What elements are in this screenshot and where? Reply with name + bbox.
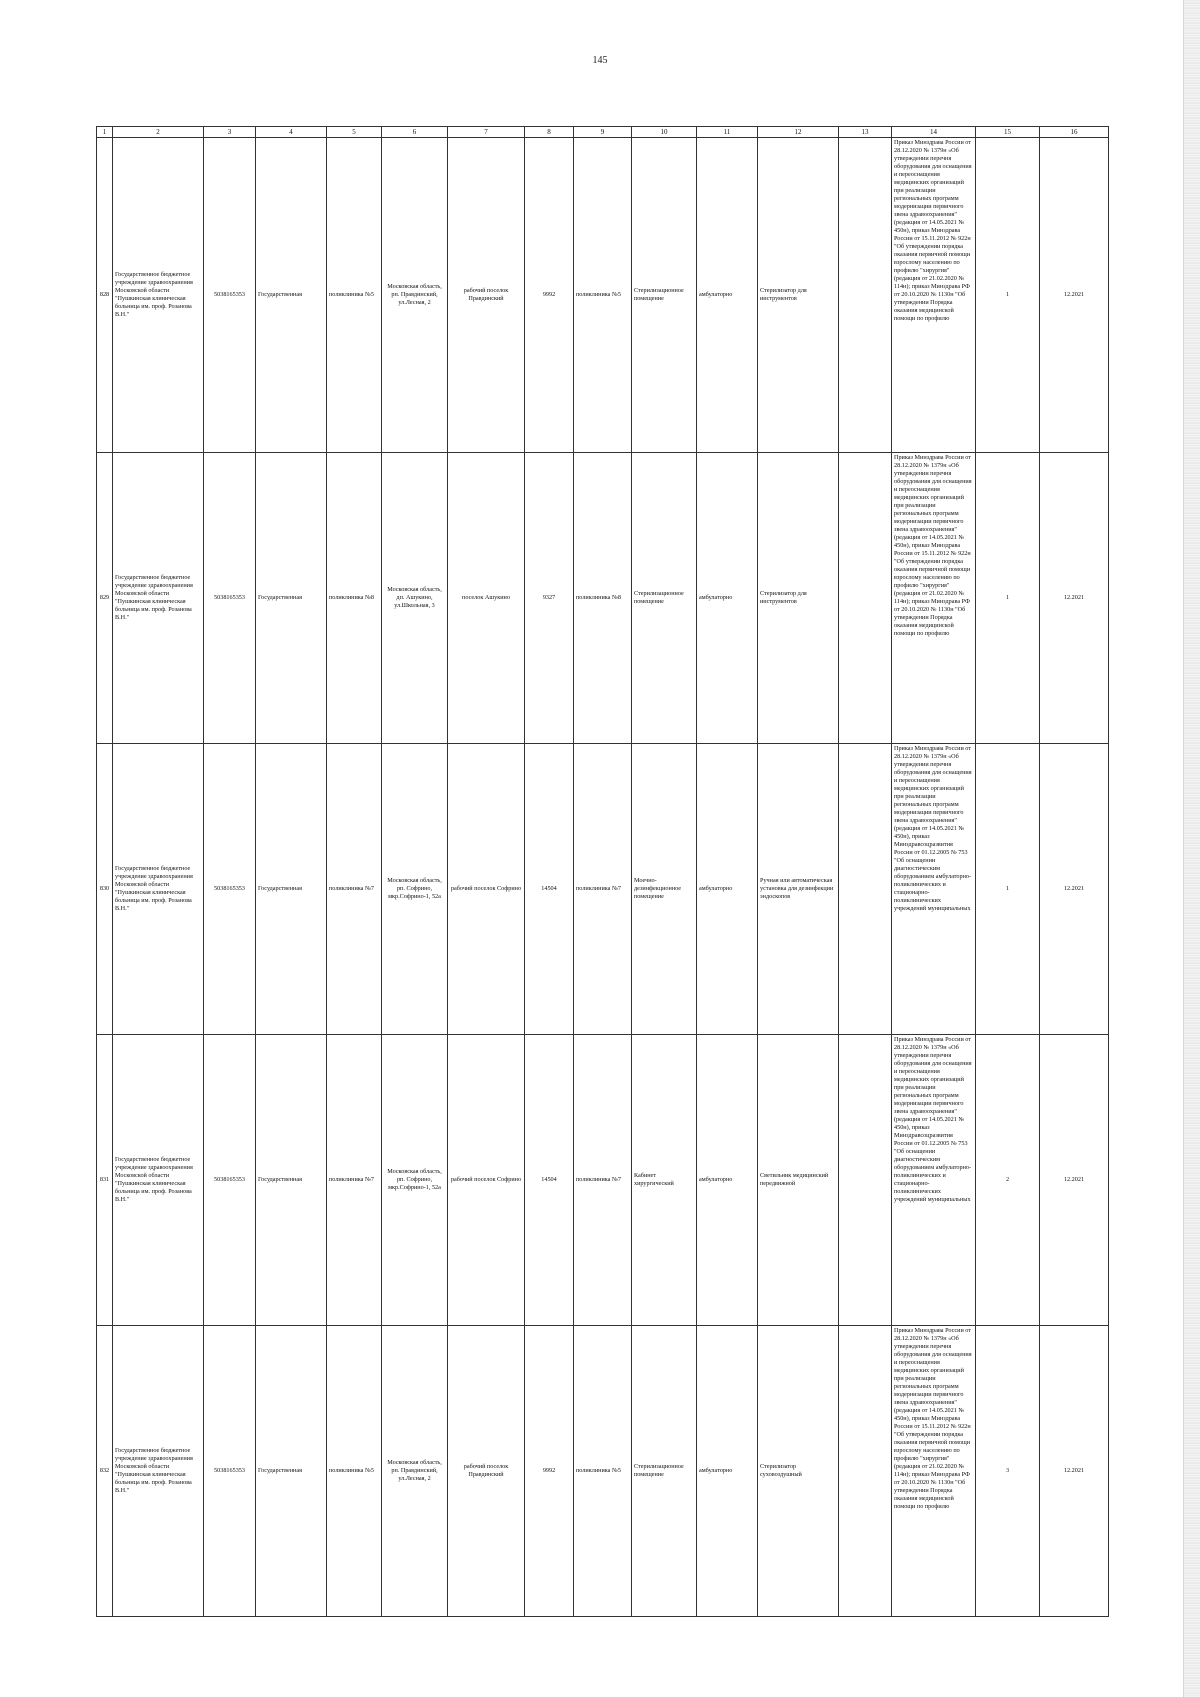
population: 14504	[525, 1035, 574, 1326]
ownership-form: Государственная	[256, 744, 327, 1035]
equipment-name: Стерилизатор для инструментов	[758, 138, 839, 453]
equipment-registry-table	[96, 126, 1109, 1617]
department: поликлиника №5	[574, 1326, 632, 1617]
address: Московская область, дп. Ашукино, ул.Школьная, 3	[382, 453, 448, 744]
delivery-date: 12.2021	[1040, 1326, 1109, 1617]
care-type: амбулаторно	[697, 1326, 758, 1617]
quantity: 1	[976, 138, 1040, 453]
address: Московская область, рп. Софрино, мкр.Софрино-1, 52а	[382, 744, 448, 1035]
delivery-date: 12.2021	[1040, 744, 1109, 1035]
structural-unit: поликлиника №8	[327, 453, 382, 744]
scan-edge	[1183, 0, 1200, 1697]
quantity: 1	[976, 453, 1040, 744]
organization-name: Государственное бюджетное учреждение здравоохранения Московской области "Пушкинская клиническая больница им. проф. Розанова В.Н."	[113, 1035, 204, 1326]
legal-basis-text: Приказ Минздрава России от 28.12.2020 № 1379н «Об утверждении перечня оборудования для оснащения и переоснащения медицинских организаций при реализации региональных программ модернизации первичного звена здравоохранения"(редакция от 14.05.2021 № 450н), приказ Минздравсоцразвития России от 01.12.2005 № 753 "Об оснащении диагностическим оборудованием амбулаторно-поликлинических и стационарно-поликлинических учреждений муниципальных	[894, 745, 972, 912]
care-type: амбулаторно	[697, 1035, 758, 1326]
legal-basis-text: Приказ Минздрава России от 28.12.2020 № 1379н «Об утверждении перечня оборудования для оснащения и переоснащения медицинских организаций при реализации региональных программ модернизации первичного звена здравоохранения"(редакция от 14.05.2021 № 450н), приказ Минздравсоцразвития России от 01.12.2005 № 753 "Об оснащении диагностическим оборудованием амбулаторно-поликлинических и стационарно-поликлинических учреждений муниципальных	[894, 1036, 972, 1203]
settlement: рабочий поселок Правдинский	[448, 1326, 525, 1617]
row-number: 830	[97, 744, 113, 1035]
ownership-form: Государственная	[256, 1326, 327, 1617]
equipment-name: Стерилизатор суховоздушный	[758, 1326, 839, 1617]
ownership-form: Государственная	[256, 138, 327, 453]
organization-name: Государственное бюджетное учреждение здравоохранения Московской области "Пушкинская клиническая больница им. проф. Розанова В.Н."	[113, 1326, 204, 1617]
settlement: рабочий поселок Правдинский	[448, 138, 525, 453]
ownership-form: Государственная	[256, 1035, 327, 1326]
delivery-date: 12.2021	[1040, 453, 1109, 744]
population: 9327	[525, 453, 574, 744]
column-header: 9	[574, 127, 632, 138]
room: Стерилизационное помещение	[632, 138, 697, 453]
equipment-name: Светильник медицинский передвижной	[758, 1035, 839, 1326]
inn: 5038165353	[204, 744, 256, 1035]
table-row	[97, 138, 1109, 453]
column-13-cell	[839, 453, 892, 744]
page-number: 145	[592, 55, 608, 66]
row-number: 828	[97, 138, 113, 453]
legal-basis	[892, 453, 976, 744]
structural-unit: поликлиника №5	[327, 1326, 382, 1617]
column-13-cell	[839, 138, 892, 453]
ownership-form: Государственная	[256, 453, 327, 744]
row-number: 832	[97, 1326, 113, 1617]
inn: 5038165353	[204, 453, 256, 744]
equipment-name: Стерилизатор для инструментов	[758, 453, 839, 744]
column-header: 4	[256, 127, 327, 138]
room: Моечно-дезинфекционное помещение	[632, 744, 697, 1035]
table-row	[97, 744, 1109, 1035]
column-header: 12	[758, 127, 839, 138]
quantity: 3	[976, 1326, 1040, 1617]
population: 9992	[525, 1326, 574, 1617]
legal-basis-text: Приказ Минздрава России от 28.12.2020 № 1379н «Об утверждении перечня оборудования для оснащения и переоснащения медицинских организаций при реализации региональных программ модернизации первичного звена здравоохранения"(редакция от 14.05.2021 № 450н), приказ Минздрава России от 15.11.2012 № 922н "Об утверждении порядка оказания первичной помощи взрослому населению по профилю "хирургия" (редакция от 21.02.2020 № 114н); приказ Минздрава РФ от 20.10.2020 № 1130н "Об утверждении Порядка оказания медицинской помощи по профилю	[894, 1327, 972, 1510]
column-header: 5	[327, 127, 382, 138]
column-header: 10	[632, 127, 697, 138]
delivery-date: 12.2021	[1040, 1035, 1109, 1326]
structural-unit: поликлиника №7	[327, 744, 382, 1035]
address: Московская область, рп. Правдинский, ул.Лесная, 2	[382, 138, 448, 453]
structural-unit: поликлиника №7	[327, 1035, 382, 1326]
table-row	[97, 453, 1109, 744]
column-header: 14	[892, 127, 976, 138]
address: Московская область, рп. Правдинский, ул.Лесная, 2	[382, 1326, 448, 1617]
legal-basis-text: Приказ Минздрава России от 28.12.2020 № 1379н «Об утверждении перечня оборудования для оснащения и переоснащения медицинских организаций при реализации региональных программ модернизации первичного звена здравоохранения"(редакция от 14.05.2021 № 450н), приказ Минздрава России от 15.11.2012 № 922н "Об утверждении порядка оказания первичной помощи взрослому населению по профилю "хирургия" (редакция от 21.02.2020 № 114н); приказ Минздрава РФ от 20.10.2020 № 1130н "Об утверждении Порядка оказания медицинской помощи по профилю	[894, 454, 972, 637]
column-header: 16	[1040, 127, 1109, 138]
quantity: 1	[976, 744, 1040, 1035]
legal-basis	[892, 1035, 976, 1326]
organization-name: Государственное бюджетное учреждение здравоохранения Московской области "Пушкинская клиническая больница им. проф. Розанова В.Н."	[113, 453, 204, 744]
room: Стерилизационное помещение	[632, 453, 697, 744]
care-type: амбулаторно	[697, 453, 758, 744]
department: поликлиника №5	[574, 138, 632, 453]
inn: 5038165353	[204, 1035, 256, 1326]
department: поликлиника №8	[574, 453, 632, 744]
column-header: 7	[448, 127, 525, 138]
structural-unit: поликлиника №5	[327, 138, 382, 453]
inn: 5038165353	[204, 1326, 256, 1617]
column-header: 2	[113, 127, 204, 138]
address: Московская область, рп. Софрино, мкр.Софрино-1, 52а	[382, 1035, 448, 1326]
legal-basis-text: Приказ Минздрава России от 28.12.2020 № 1379н «Об утверждении перечня оборудования для оснащения и переоснащения медицинских организаций при реализации региональных программ модернизации первичного звена здравоохранения"(редакция от 14.05.2021 № 450н), приказ Минздрава России от 15.11.2012 № 922н "Об утверждении порядка оказания первичной помощи взрослому населению по профилю "хирургия" (редакция от 21.02.2020 № 114н); приказ Минздрава РФ от 20.10.2020 № 1130н "Об утверждении Порядка оказания медицинской помощи по профилю	[894, 139, 972, 322]
organization-name: Государственное бюджетное учреждение здравоохранения Московской области "Пушкинская клиническая больница им. проф. Розанова В.Н."	[113, 744, 204, 1035]
table-row	[97, 1326, 1109, 1617]
legal-basis	[892, 138, 976, 453]
legal-basis	[892, 744, 976, 1035]
row-number: 829	[97, 453, 113, 744]
settlement: рабочий поселок Софрино	[448, 1035, 525, 1326]
care-type: амбулаторно	[697, 744, 758, 1035]
table-row	[97, 1035, 1109, 1326]
population: 9992	[525, 138, 574, 453]
quantity: 2	[976, 1035, 1040, 1326]
equipment-name: Ручная или автоматическая установка для дезинфекции эндоскопов	[758, 744, 839, 1035]
column-header: 11	[697, 127, 758, 138]
column-number-row	[97, 127, 1109, 138]
room: Стерилизационное помещение	[632, 1326, 697, 1617]
column-13-cell	[839, 1035, 892, 1326]
department: поликлиника №7	[574, 1035, 632, 1326]
column-header: 3	[204, 127, 256, 138]
column-header: 1	[97, 127, 113, 138]
organization-name: Государственное бюджетное учреждение здравоохранения Московской области "Пушкинская клиническая больница им. проф. Розанова В.Н."	[113, 138, 204, 453]
column-13-cell	[839, 1326, 892, 1617]
settlement: поселок Ашукино	[448, 453, 525, 744]
care-type: амбулаторно	[697, 138, 758, 453]
row-number: 831	[97, 1035, 113, 1326]
column-header: 8	[525, 127, 574, 138]
inn: 5038165353	[204, 138, 256, 453]
legal-basis	[892, 1326, 976, 1617]
room: Кабинет хирургический	[632, 1035, 697, 1326]
column-header: 13	[839, 127, 892, 138]
settlement: рабочий поселок Софрино	[448, 744, 525, 1035]
column-header: 15	[976, 127, 1040, 138]
department: поликлиника №7	[574, 744, 632, 1035]
population: 14504	[525, 744, 574, 1035]
column-13-cell	[839, 744, 892, 1035]
delivery-date: 12.2021	[1040, 138, 1109, 453]
column-header: 6	[382, 127, 448, 138]
